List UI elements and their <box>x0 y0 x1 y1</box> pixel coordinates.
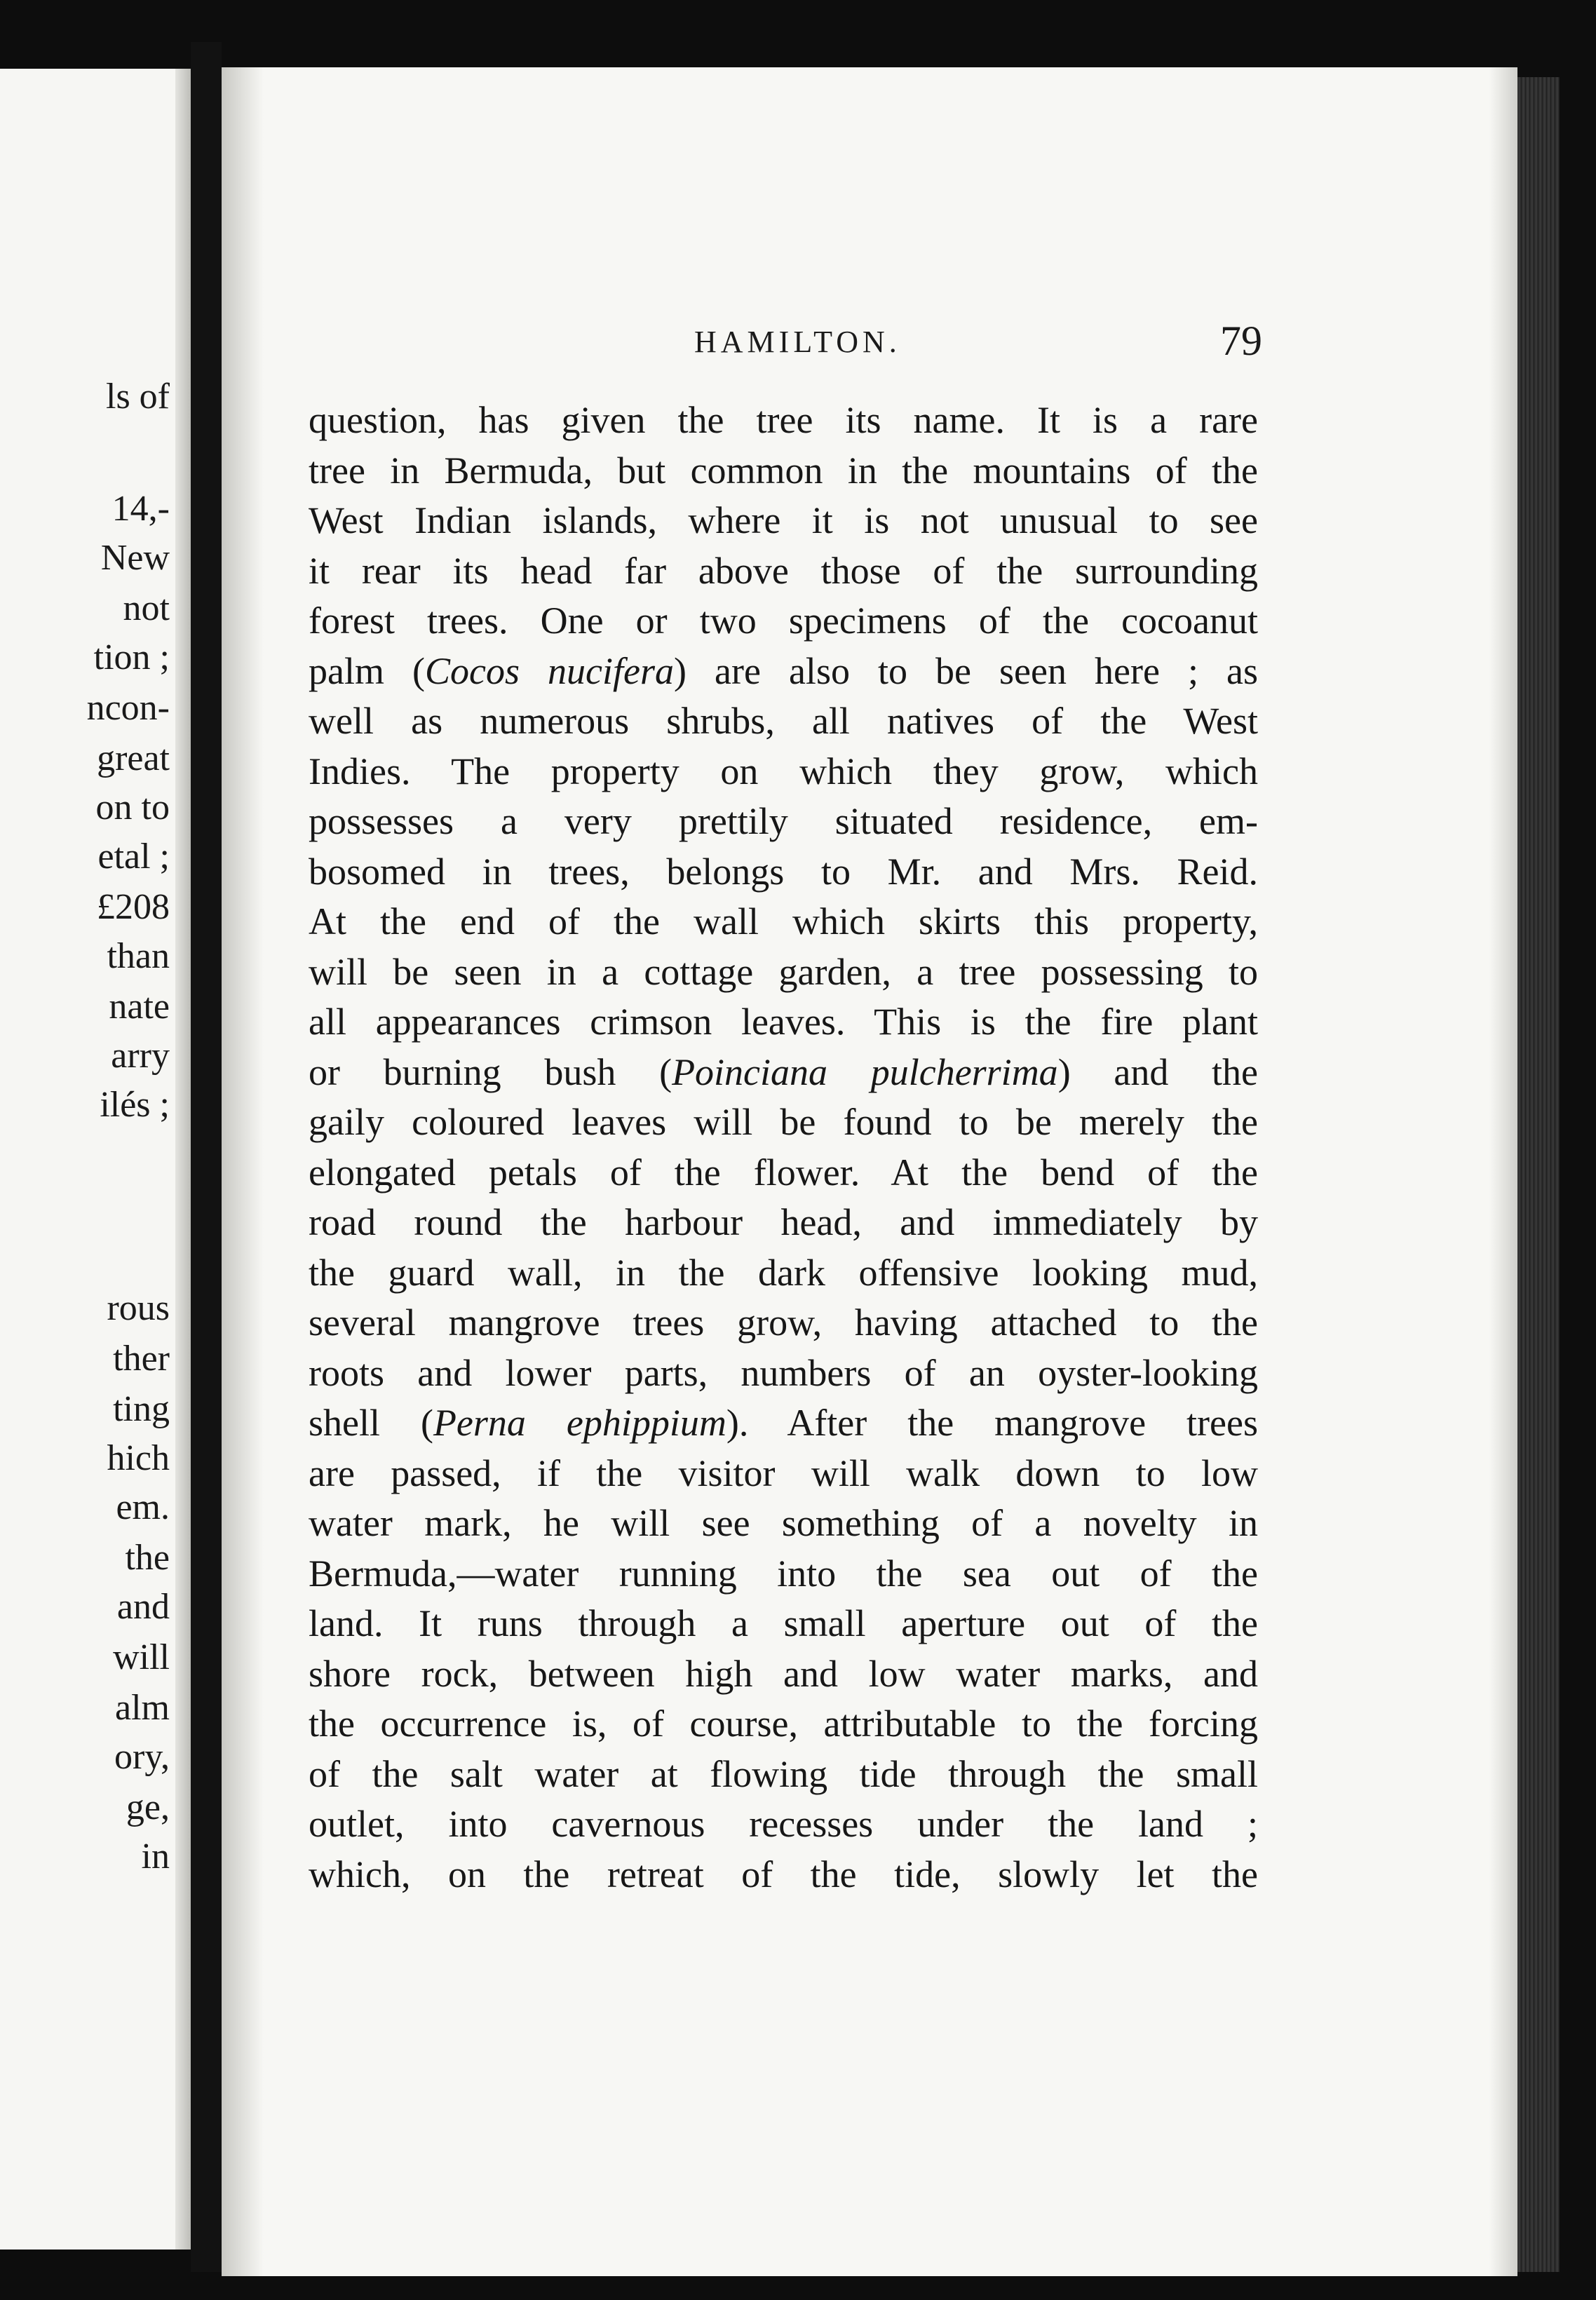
text-line <box>309 652 1258 690</box>
left-page-line: alm <box>115 1688 170 1728</box>
left-page-line: ther <box>113 1339 170 1379</box>
left-page-line: not <box>123 588 170 628</box>
italic-term: Perna ephippium <box>433 1402 726 1444</box>
text-fragment: ) and the <box>1057 1051 1258 1093</box>
italic-term: Poinciana pulcherrima <box>672 1051 1058 1093</box>
text-fragment: ). After the mangrove trees <box>726 1402 1258 1444</box>
text-line: of the salt water at flowing tide through the small <box>309 1753 1258 1795</box>
text-line: roots and lower parts, numbers of an oyster-looking <box>309 1352 1258 1394</box>
page-number: 79 <box>1220 318 1262 364</box>
text-line: gaily coloured leaves will be found to be merely the <box>309 1101 1258 1143</box>
text-line: road round the harbour head, and immediately by <box>309 1201 1258 1243</box>
book-edge <box>1517 77 1560 2272</box>
left-page-line: arry <box>111 1036 170 1076</box>
left-page-line: £208 <box>97 887 170 927</box>
text-line <box>309 1053 1258 1091</box>
text-line: all appearances crimson leaves. This is the fire plant <box>309 1001 1258 1043</box>
page-edge-shadow <box>1489 67 1517 2276</box>
left-page-line: the <box>125 1538 170 1578</box>
text-line: Bermuda,—water running into the sea out of the <box>309 1552 1258 1595</box>
text-line: it rear its head far above those of the surrounding <box>309 550 1258 592</box>
left-page-line: great <box>97 738 170 778</box>
text-fragment: shell ( <box>309 1402 433 1444</box>
text-line <box>309 1404 1258 1442</box>
text-line: possesses a very prettily situated residence, em- <box>309 800 1258 842</box>
left-page-line: on to <box>95 787 170 827</box>
gutter-shadow <box>222 67 264 2276</box>
left-page-edge <box>175 69 191 2250</box>
left-page-line: in <box>141 1836 170 1876</box>
text-line: tree in Bermuda, but common in the mountains of the <box>309 449 1258 492</box>
left-page-line: ory, <box>114 1737 170 1777</box>
text-line: At the end of the wall which skirts this property, <box>309 900 1258 942</box>
left-page-line: and <box>116 1587 170 1627</box>
left-page-line: ls of <box>106 377 170 417</box>
text-line: shore rock, between high and low water marks, and <box>309 1653 1258 1695</box>
text-line: well as numerous shrubs, all natives of the West <box>309 700 1258 742</box>
left-page-line: tion ; <box>93 637 170 677</box>
text-line: water mark, he will see something of a novelty in <box>309 1502 1258 1544</box>
left-page-line: etal ; <box>97 837 170 877</box>
running-head: HAMILTON. <box>694 325 901 359</box>
left-page-line: 14,- <box>111 489 170 529</box>
left-page-line: ncon- <box>86 688 170 728</box>
text-line: are passed, if the visitor will walk down to low <box>309 1452 1258 1494</box>
text-line: West Indian islands, where it is not unusual to see <box>309 499 1258 541</box>
left-page-line: hich <box>107 1438 170 1478</box>
left-page-line: rous <box>107 1288 170 1328</box>
text-line: elongated petals of the flower. At the bend of the <box>309 1151 1258 1193</box>
text-line: will be seen in a cottage garden, a tree possessing to <box>309 951 1258 993</box>
text-line: the occurrence is, of course, attributable to the forcing <box>309 1703 1258 1745</box>
text-line: forest trees. One or two specimens of the cocoanut <box>309 600 1258 642</box>
left-page-line: New <box>100 538 170 578</box>
text-line: outlet, into cavernous recesses under the land ; <box>309 1803 1258 1845</box>
italic-term: Cocos nucifera <box>425 650 674 692</box>
text-line: which, on the retreat of the tide, slowly let the <box>309 1853 1258 1895</box>
book-gutter <box>191 42 222 2272</box>
left-page-line: will <box>113 1637 170 1677</box>
left-page-line: ilés ; <box>100 1085 170 1125</box>
left-page-line: em. <box>116 1487 170 1527</box>
left-page-line: ge, <box>126 1787 170 1827</box>
text-line: Indies. The property on which they grow, which <box>309 750 1258 792</box>
text-line: question, has given the tree its name. It is a rare <box>309 399 1258 441</box>
text-fragment: palm ( <box>309 650 425 692</box>
text-line: bosomed in trees, belongs to Mr. and Mrs. Reid. <box>309 851 1258 893</box>
text-line: several mangrove trees grow, having attached to the <box>309 1301 1258 1344</box>
text-line: the guard wall, in the dark offensive looking mud, <box>309 1252 1258 1294</box>
left-page-line: than <box>107 936 170 976</box>
left-page-line: nate <box>109 987 170 1027</box>
text-fragment: ) are also to be seen here ; as <box>674 650 1258 692</box>
left-page-line: ting <box>113 1389 170 1429</box>
text-fragment: or burning bush ( <box>309 1051 672 1093</box>
left-page <box>0 69 191 2250</box>
text-line: land. It runs through a small aperture out of the <box>309 1602 1258 1644</box>
